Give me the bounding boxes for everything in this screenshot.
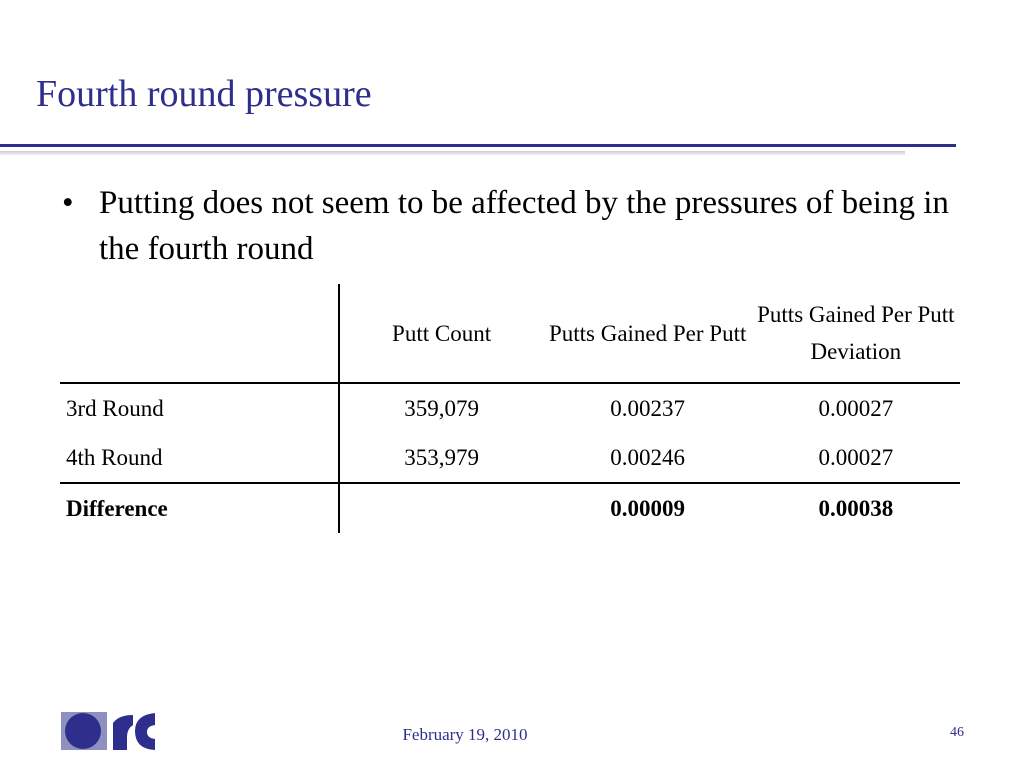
table-row [60,433,960,483]
table-row [60,383,960,433]
gained-deviation-cell: 0.00027 [818,395,894,421]
slide-title: Fourth round pressure [36,73,372,115]
header-cell-putt-count: Putt Count [339,284,544,383]
difference-gained-per-putt-cell: 0.00009 [544,483,752,533]
logo-circle [65,713,101,749]
gained-per-putt-cell: 0.00237 [610,395,686,421]
difference-row [60,483,960,533]
logo-r-shape [113,715,133,750]
title-divider-shadow [0,151,905,155]
table-header-row [60,284,960,383]
difference-putt-count-cell [339,483,544,533]
gained-per-putt-cell: 0.00246 [610,444,686,470]
results-table [60,284,960,533]
header-cell-gained-deviation: Putts Gained Per Putt Deviation [752,284,960,383]
bullet-marker: • [62,185,74,221]
putt-count-cell: 359,079 [339,383,544,433]
bullet-text: Putting does not seem to be affected by the pressures of being in the fourth round [99,185,949,267]
difference-label: Difference [60,483,339,533]
header-cell-empty [60,284,339,383]
header-cell-gained-per-putt: Putts Gained Per Putt [544,284,752,383]
page-number: 46 [950,725,964,740]
row-label: 3rd Round [66,395,164,421]
logo-c-shape [135,713,155,750]
gained-deviation-cell: 0.00027 [818,444,894,470]
organization-logo-icon [61,711,157,751]
difference-gained-deviation-cell: 0.00038 [752,483,960,533]
putt-count-cell: 353,979 [339,433,544,483]
title-divider [0,144,956,147]
row-label: 4th Round [66,444,163,470]
footer-date: February 19, 2010 [402,725,528,744]
